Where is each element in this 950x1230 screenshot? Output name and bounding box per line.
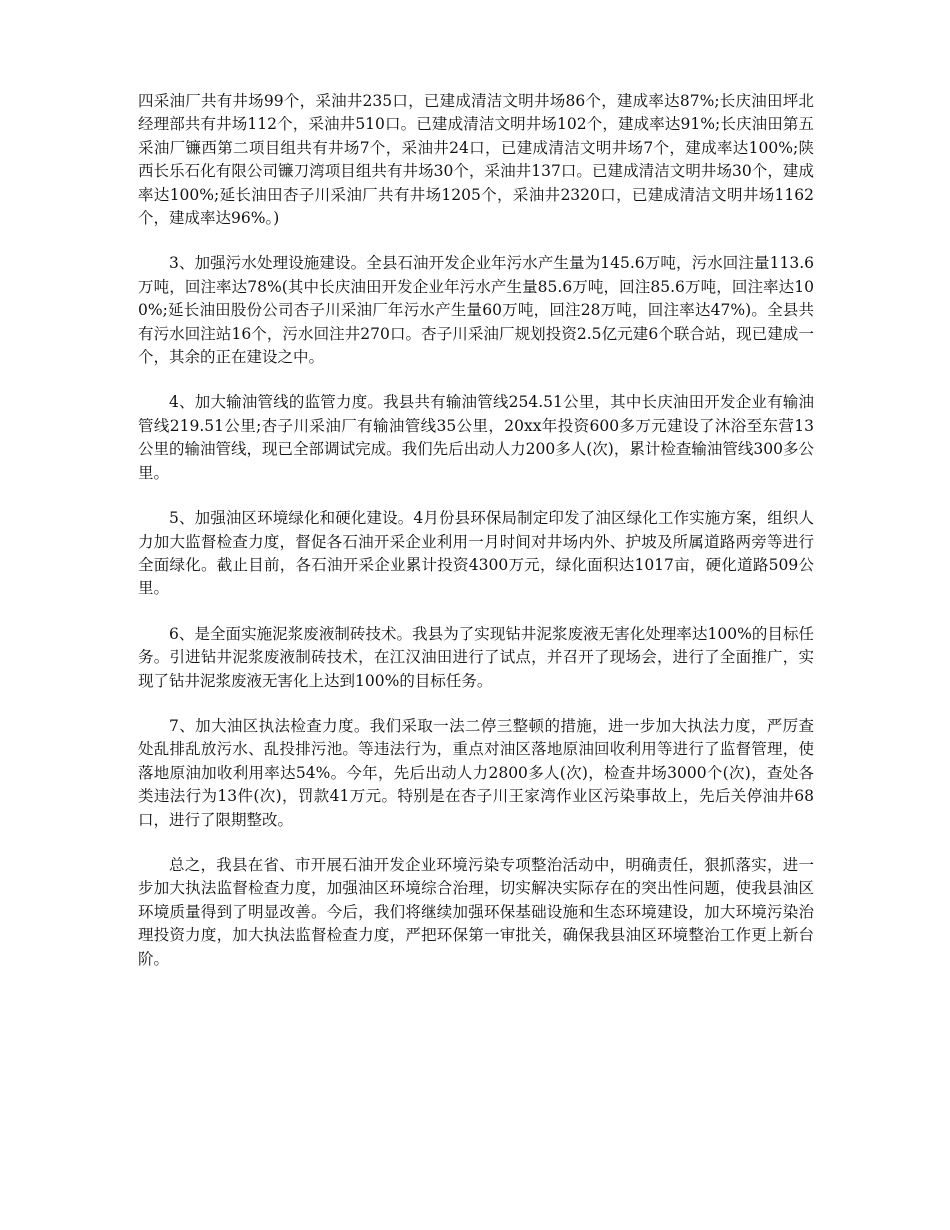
paragraph-item-5: 5、加强油区环境绿化和硬化建设。4月份县环保局制定印发了油区绿化工作实施方案，组织人力加大监督检查力度，督促各石油开采企业利用一月时间对井场内外、护坡及所属道路两旁等进行全面绿化。截止目前，各石油开采企业累计投资4300万元，绿化面积达1017亩，硬化道路509公里。 xyxy=(138,509,814,598)
paragraph-item-7: 7、加大油区执法检查力度。我们采取一法二停三整顿的措施，进一步加大执法力度，严厉查处乱排乱放污水、乱投排污池。等违法行为，重点对油区落地原油回收利用等进行了监督管理，使落地原油加收利用率达54%。今年，先后出动人力2800多人(次)，检查井场3000个(次)，查处各类违法行为13件(次)，罚款41万元。特别是在杏子川王家湾作业区污染事故上，先后关停油井68口，进行了限期整改。 xyxy=(138,716,814,829)
paragraph-item-4: 4、加大输油管线的监管力度。我县共有输油管线254.51公里，其中长庆油田开发企业有输油管线219.51公里;杏子川采油厂有输油管线35公里，20xx年投资600多万元建设了沐浴至东营13公里的输油管线，现已全部调试完成。我们先后出动人力200多人(次)，累计检查输油管线300多公里。 xyxy=(138,393,814,482)
paragraph-item-6: 6、是全面实施泥浆废液制砖技术。我县为了实现钻井泥浆废液无害化处理率达100%的目标任务。引进钻井泥浆废液制砖技术，在江汉油田进行了试点，并召开了现场会，进行了全面推广，实现了钻井泥浆废液无害化上达到100%的目标任务。 xyxy=(138,624,814,690)
document-page xyxy=(138,90,814,993)
paragraph-summary: 总之，我县在省、市开展石油开发企业环境污染专项整治活动中，明确责任，狠抓落实，进一步加大执法监督检查力度，加强油区环境综合治理，切实解决实际存在的突出性问题，使我县油区环境质量得到了明显改善。今后，我们将继续加强环保基础设施和生态环境建设，加大环境污染治理投资力度，加大执法监督检查力度，严把环保第一审批关，确保我县油区环境整治工作更上新台阶。 xyxy=(138,855,814,968)
paragraph-item-3: 3、加强污水处理设施建设。全县石油开发企业年污水产生量为145.6万吨，污水回注量113.6万吨，回注率达78%(其中长庆油田开发企业年污水产生量85.6万吨，回注85.6万吨，回注率达100%;延长油田股份公司杏子川采油厂年污水产生量60万吨，回注28万吨，回注率达47%)。全县共有污水回注站16个，污水回注井270口。杏子川采油厂规划投资2.5亿元建6个联合站，现已建成一个，其余的正在建设之中。 xyxy=(138,254,814,367)
paragraph-continuation: 四采油厂共有井场99个，采油井235口，已建成清洁文明井场86个，建成率达87%;长庆油田坪北经理部共有井场112个，采油井510口。已建成清洁文明井场102个，建成率达91%;长庆油田第五采油厂镰西第二项目组共有井场7个，采油井24口，已建成清洁文明井场7个，建成率达100%;陕西长乐石化有限公司镰刀湾项目组共有井场30个，采油井137口。已建成清洁文明井场30个，建成率达100%;延长油田杏子川采油厂共有井场1205个，采油井2320口，已建成清洁文明井场1162个，建成率达96%。) xyxy=(138,92,814,228)
